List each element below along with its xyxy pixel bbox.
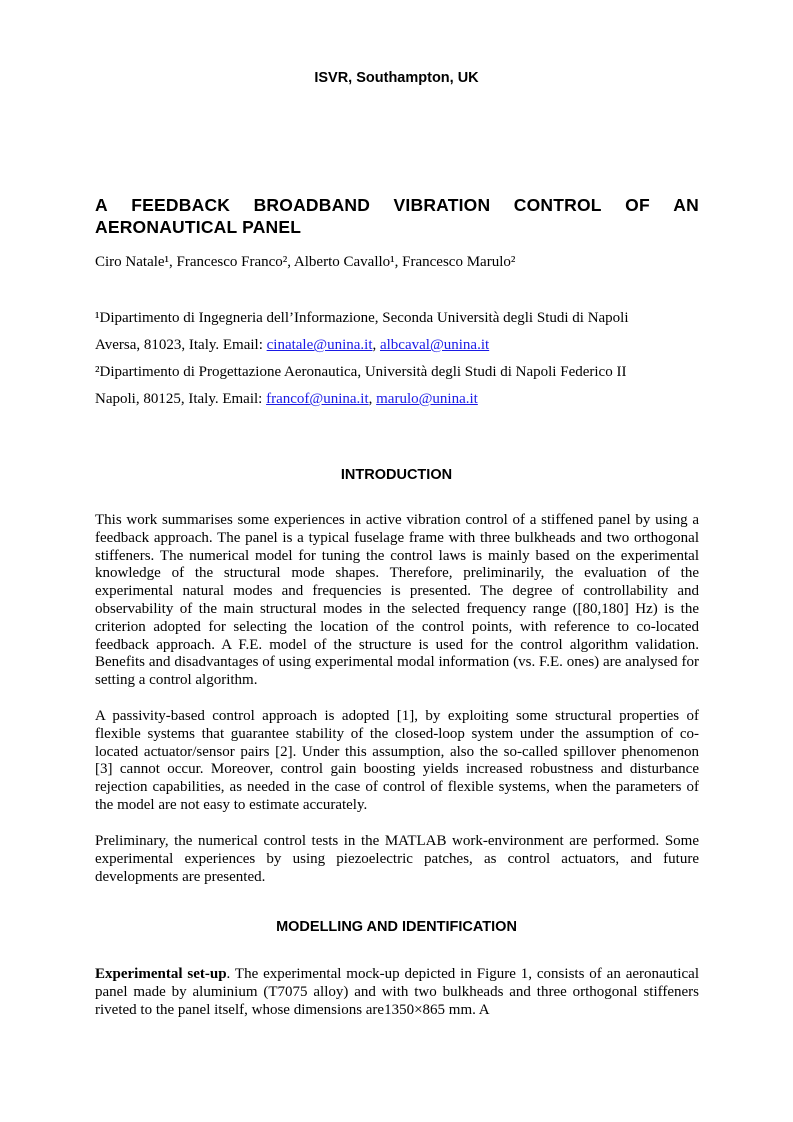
section-heading-modelling: MODELLING AND IDENTIFICATION (276, 919, 517, 935)
email-link-marulo[interactable]: marulo@unina.it (376, 391, 478, 407)
modelling-paragraph-1 (95, 966, 699, 1019)
title-word: CONTROL (513, 195, 602, 215)
affiliation-1-address: Aversa, 81023, Italy. Email: (95, 337, 267, 353)
email-separator: , (368, 391, 377, 407)
affiliation-2-line-2 (95, 389, 715, 409)
title-word: BROADBAND (253, 195, 371, 215)
modelling-paragraph-text: . The experimental mock-up depicted in Figure 1, consists of an aeronautical panel made by aluminium (T7075 alloy) and with two bulkheads and three orthogonal stiffeners riveted to the panel itself, whose dimensions are1350×865 mm. A (95, 966, 699, 1018)
affiliation-2-address: Napoli, 80125, Italy. Email: (95, 391, 267, 407)
title-word: AN (673, 195, 699, 215)
title-line-1 (95, 194, 699, 216)
paper-title (95, 194, 699, 238)
intro-paragraph-2: A passivity-based control approach is adopted [1], by exploiting some structural properties of flexible systems that guarantee stability of the closed-loop system under the assumption of co-located actuator/sensor pairs [2]. Under this assumption, also the so-called spillover phenomenon [3] cannot occur. Moreover, control gain boosting yields increased robustness and disturbance rejection capabilities, as needed in the case of control of flexible systems, when the parameters of the model are not easy to estimate accurately. (95, 708, 699, 813)
email-link-francof[interactable]: francof@unina.it (266, 391, 369, 407)
title-word: FEEDBACK (131, 195, 231, 215)
affiliation-2-line-1: ²Dipartimento di Progettazione Aeronautica, Università degli Studi di Napoli Federico II (95, 364, 627, 380)
affiliation-1-line-1: ¹Dipartimento di Ingegneria dell’Informazione, Seconda Università degli Studi di Napoli (95, 310, 629, 326)
title-word: A (95, 195, 108, 215)
email-separator: , (372, 337, 380, 353)
conference-header: ISVR, Southampton, UK (314, 70, 479, 86)
email-link-albcaval[interactable]: albcaval@unina.it (379, 337, 490, 353)
title-line-2: AERONAUTICAL PANEL (95, 217, 302, 237)
affiliation-1-line-2 (95, 335, 715, 355)
author-list: Ciro Natale¹, Francesco Franco², Alberto Cavallo¹, Francesco Marulo² (95, 254, 516, 270)
intro-paragraph-3: Preliminary, the numerical control tests in the MATLAB work-environment are performed. Some experimental experiences by using piezoelectric patches, as control actuators, and future developments are presented. (95, 833, 699, 885)
experimental-setup-lead: Experimental set-up (95, 966, 227, 982)
title-word: OF (625, 195, 650, 215)
intro-paragraph-1: This work summarises some experiences in active vibration control of a stiffened panel by using a feedback approach. The panel is a typical fuselage frame with three bulkheads and two orthogonal stiffeners. The numerical model for tuning the control laws is mainly based on the experimental knowledge of the structural mode shapes. Therefore, preliminarily, the evaluation of the experimental natural modes and frequencies is presented. The degree of controllability and observability of the main structural modes in the selected frequency range ([80,180] Hz) is the criterion adopted for selecting the location of the control points, with reference to co-located feedback approach. A F.E. model of the structure is used for the control algorithm validation. Benefits and disadvantages of using experimental modal information (vs. F.E. ones) are analysed for setting a control algorithm. (95, 512, 699, 689)
section-heading-introduction: INTRODUCTION (340, 467, 453, 483)
title-word: VIBRATION (393, 195, 491, 215)
email-link-cinatale[interactable]: cinatale@unina.it (266, 337, 373, 353)
